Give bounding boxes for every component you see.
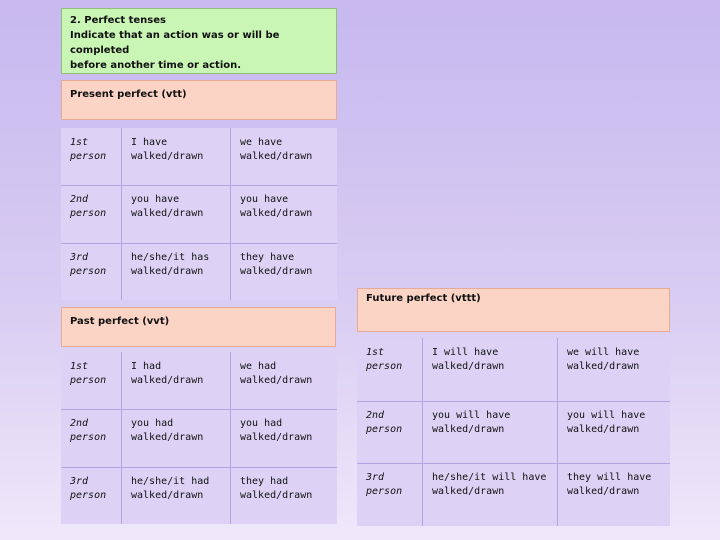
cell-line: 1st [366,347,385,358]
singular-cell [122,185,231,242]
cell-line: person [70,489,107,501]
cell-line: person [70,432,107,444]
table-row [357,401,670,464]
cell-line: 3rd [70,475,89,487]
past-perfect-title: Past perfect (vvt) [61,307,336,347]
singular-cell [122,352,231,409]
plural-cell [558,338,670,401]
table-row [61,128,337,185]
row-divider [357,463,670,464]
cell-line: walked/drawn [240,489,313,501]
cell-line: he/she/it had [131,475,210,487]
table-row [61,467,337,524]
header-line-1: Indicate that an action was or will be completed [70,30,280,56]
person-cell [61,243,122,300]
person-cell [357,401,423,464]
cell-line: walked/drawn [131,151,204,162]
cell-line: you have [240,194,289,206]
cell-line: walked/drawn [240,265,313,277]
singular-cell [122,467,231,524]
future-perfect-table [357,338,670,526]
table-row [357,463,670,526]
cell-line: they had [240,475,289,487]
cell-line: they have [240,251,295,263]
person-cell [61,128,122,185]
cell-line: person [366,423,403,435]
singular-cell [423,338,558,401]
cell-line: I had [131,361,162,372]
cell-line: walked/drawn [432,361,505,372]
cell-line: walked/drawn [240,432,313,444]
plural-cell [231,352,337,409]
cell-line: they will have [567,472,652,484]
cell-line: you will have [567,409,646,421]
cell-line: walked/drawn [131,375,204,386]
row-divider [61,243,337,244]
cell-line: I will have [432,347,499,358]
present-perfect-table [61,128,337,300]
cell-line: person [70,375,107,386]
cell-line: person [70,265,107,277]
cell-line: walked/drawn [432,486,505,498]
cell-line: person [366,361,403,372]
person-cell [61,352,122,409]
cell-line: 1st [70,361,89,372]
cell-line: I have [131,137,168,148]
cell-line: we will have [567,347,640,358]
row-divider [61,185,337,186]
cell-line: walked/drawn [131,432,204,444]
plural-cell [558,463,670,526]
row-divider [61,409,337,410]
person-cell [61,467,122,524]
cell-line: 3rd [366,472,385,484]
cell-line: walked/drawn [432,423,505,435]
table-row [357,338,670,401]
cell-line: walked/drawn [131,208,204,220]
plural-cell [231,409,337,466]
plural-cell [231,128,337,185]
cell-line: walked/drawn [567,361,640,372]
cell-line: 2nd [70,194,89,206]
cell-line: walked/drawn [240,375,313,386]
plural-cell [231,467,337,524]
cell-line: person [366,486,403,498]
cell-line: 2nd [70,418,89,430]
singular-cell [122,128,231,185]
cell-line: walked/drawn [131,265,204,277]
singular-cell [423,463,558,526]
plural-cell [231,243,337,300]
cell-line: walked/drawn [567,423,640,435]
cell-line: walked/drawn [240,151,313,162]
cell-line: we had [240,361,277,372]
header-title: 2. Perfect tenses [70,15,166,26]
cell-line: walked/drawn [567,486,640,498]
header-line-2: before another time or action. [70,60,242,71]
tenses-header [61,8,337,74]
singular-cell [423,401,558,464]
table-row [61,352,337,409]
table-row [61,243,337,300]
person-cell [357,338,423,401]
cell-line: 2nd [366,409,385,421]
plural-cell [558,401,670,464]
cell-line: walked/drawn [240,208,313,220]
table-row [61,185,337,242]
present-perfect-title: Present perfect (vtt) [61,80,337,120]
person-cell [61,185,122,242]
cell-line: you have [131,194,180,206]
cell-line: walked/drawn [131,489,204,501]
person-cell [61,409,122,466]
past-perfect-table [61,352,337,524]
cell-line: 1st [70,137,89,148]
cell-line: you will have [432,409,511,421]
table-row [61,409,337,466]
cell-line: he/she/it will have [432,472,547,484]
person-cell [357,463,423,526]
row-divider [357,401,670,402]
singular-cell [122,409,231,466]
cell-line: you had [240,418,283,430]
singular-cell [122,243,231,300]
plural-cell [231,185,337,242]
cell-line: 3rd [70,251,89,263]
cell-line: you had [131,418,174,430]
row-divider [61,467,337,468]
cell-line: person [70,151,107,162]
cell-line: we have [240,137,283,148]
cell-line: person [70,208,107,220]
future-perfect-title: Future perfect (vttt) [357,288,670,332]
cell-line: he/she/it has [131,251,210,263]
